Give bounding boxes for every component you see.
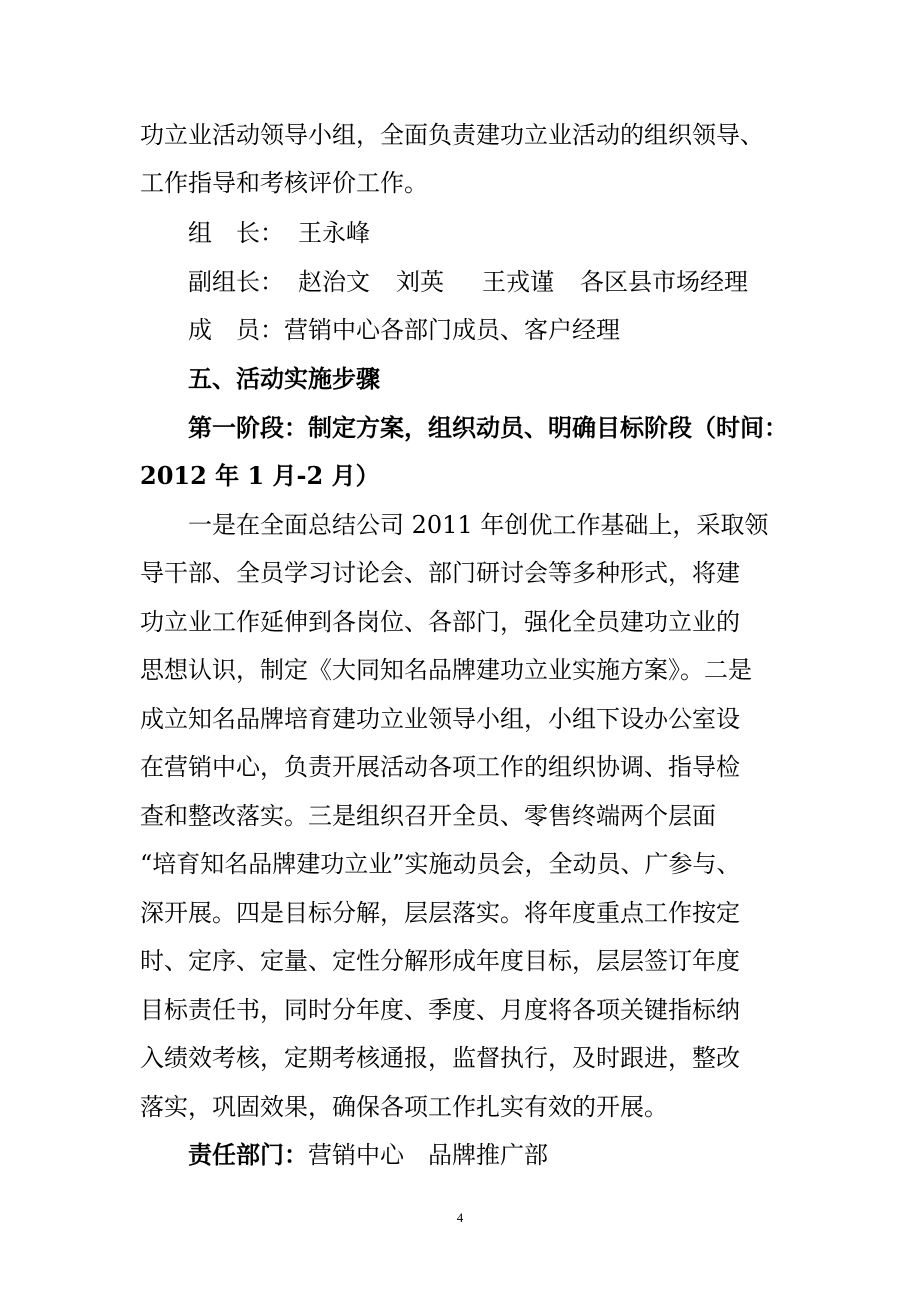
paragraph-line: 深开展。四是目标分解，层层落实。将年度重点工作按定 — [140, 899, 740, 927]
deputy-name: 赵治文 — [298, 268, 370, 296]
paragraph-line: 功立业工作延伸到各岗位、各部门，强化全员建功立业的 — [140, 608, 740, 636]
deputy-name: 王戎谨 — [482, 268, 554, 296]
responsible-value: 营销中心 品牌推广部 — [308, 1141, 548, 1169]
paragraph-line: 目标责任书，同时分年度、季度、月度将各项关键指标纳 — [140, 996, 740, 1024]
deputy-leader-label: 副组长： — [188, 268, 284, 296]
paragraph-line: 一是在全面总结公司 2011 年创优工作基础上，采取领 — [188, 511, 769, 539]
deputy-leader-row — [188, 265, 748, 299]
paragraph-line: 功立业活动领导小组，全面负责建功立业活动的组织领导、 — [140, 121, 764, 149]
deputy-name: 各区县市场经理 — [580, 268, 748, 296]
phase-title-cont: 2012 年 1 月-2 月） — [140, 461, 380, 490]
paragraph-line: 落实，巩固效果，确保各项工作扎实有效的开展。 — [140, 1093, 668, 1121]
group-leader-row — [188, 216, 370, 250]
group-leader-name: 王永峰 — [298, 219, 370, 247]
paragraph-line: 时、定序、定量、定性分解形成年度目标，层层签订年度 — [140, 947, 740, 975]
members-value: 营销中心各部门成员、客户经理 — [284, 316, 620, 344]
paragraph-line: 思想认识，制定《大同知名品牌建功立业实施方案》。二是 — [140, 656, 752, 684]
page-number: 4 — [456, 1210, 464, 1225]
paragraph-line: 导干部、全员学习讨论会、部门研讨会等多种形式，将建 — [140, 559, 740, 587]
paragraph-line: 入绩效考核，定期考核通报，监督执行，及时跟进，整改 — [140, 1044, 740, 1072]
members-row — [188, 313, 620, 347]
paragraph-line: 在营销中心，负责开展活动各项工作的组织协调、指导检 — [140, 753, 740, 781]
group-leader-label: 组 长： — [188, 219, 284, 247]
paragraph-line: “培育知名品牌建功立业”实施动员会，全动员、广参与、 — [140, 850, 741, 878]
phase-title: 第一阶段：制定方案，组织动员、明确目标阶段（时间： — [188, 413, 788, 442]
paragraph-line: 查和整改落实。三是组织召开全员、零售终端两个层面 — [140, 802, 716, 830]
responsible-row — [188, 1138, 548, 1172]
section-heading: 五、活动实施步骤 — [188, 364, 380, 393]
responsible-label: 责任部门： — [188, 1140, 308, 1169]
paragraph-line: 工作指导和考核评价工作。 — [140, 169, 428, 197]
members-label: 成 员： — [188, 316, 284, 344]
paragraph-line: 成立知名品牌培育建功立业领导小组，小组下设办公室设 — [140, 705, 740, 733]
deputy-name: 刘英 — [396, 268, 444, 296]
